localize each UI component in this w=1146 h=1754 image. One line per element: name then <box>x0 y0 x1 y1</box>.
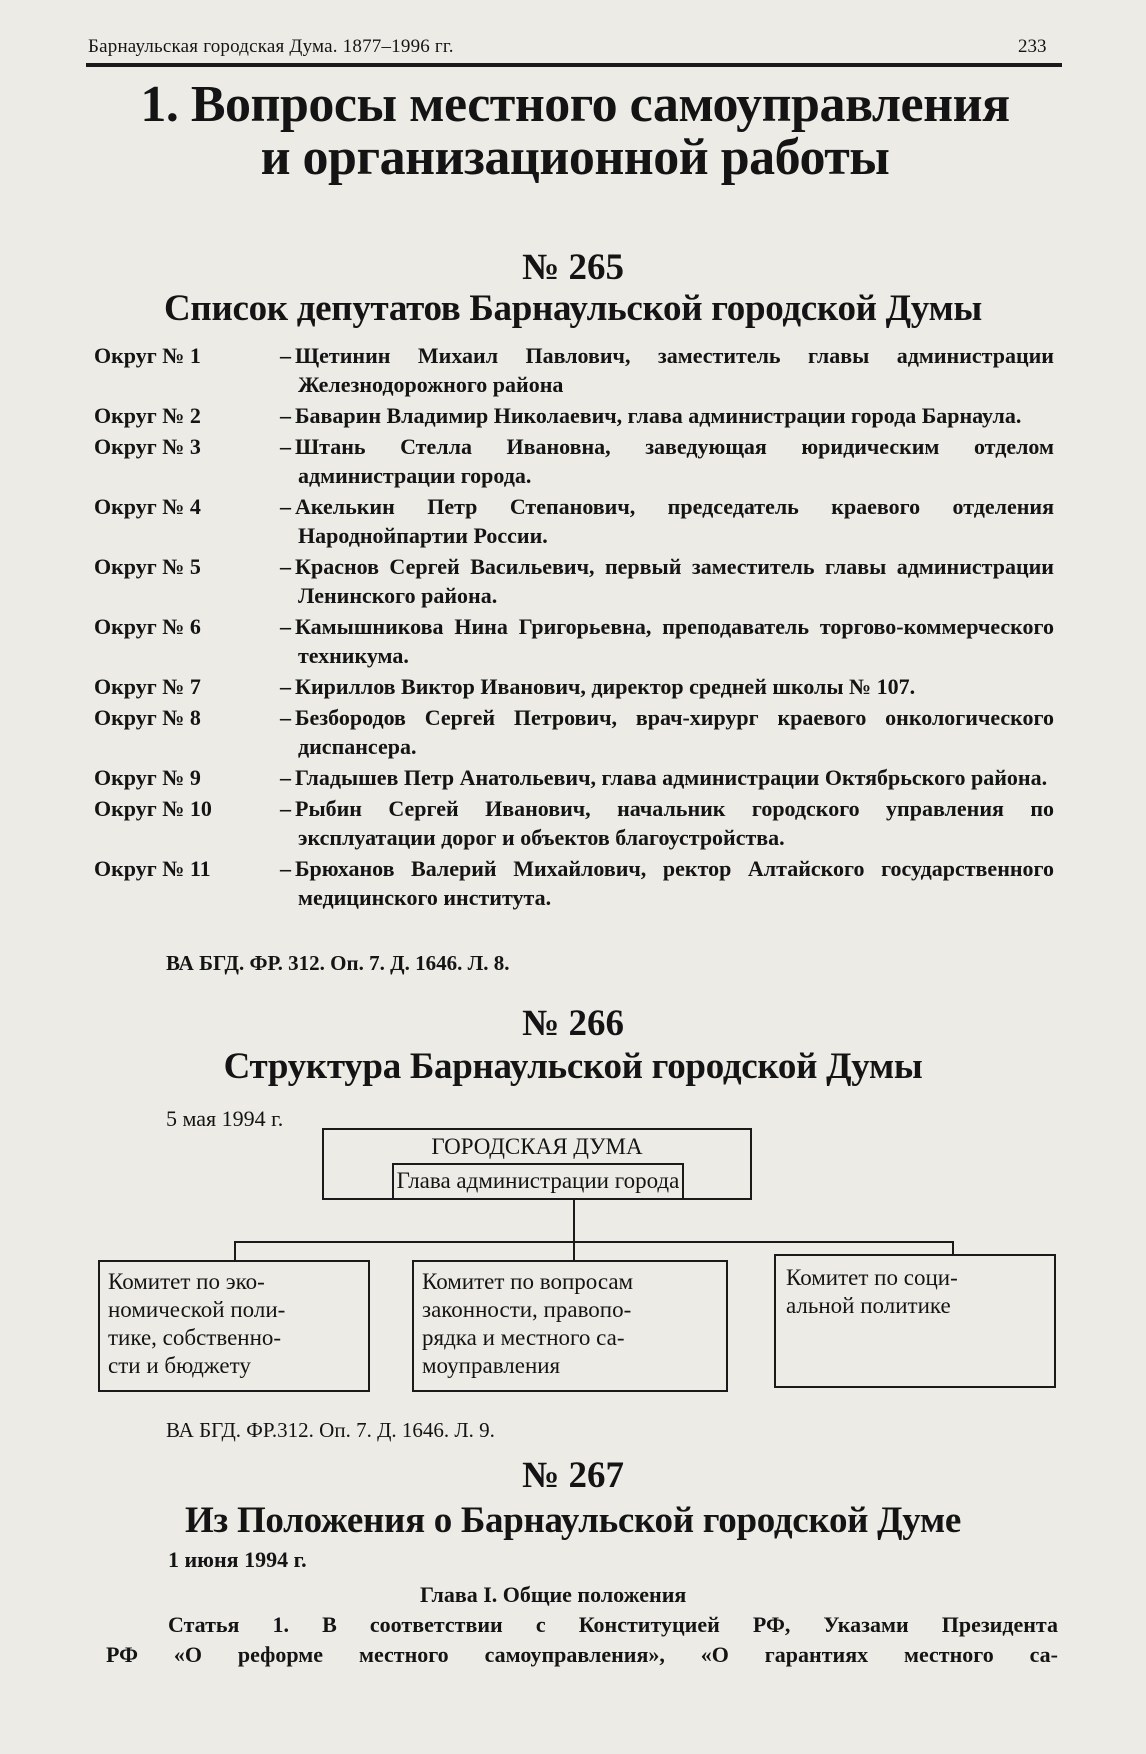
committee-box-legality <box>412 1260 728 1392</box>
org-connector-left <box>234 1241 236 1261</box>
committee-line: сти и бюджету <box>108 1353 251 1378</box>
district-label: Округ № 4 <box>94 494 201 519</box>
district-deputy: Безбородов Сергей Петрович, врач-хирург краевого онкологического диспансера. <box>295 705 1054 759</box>
district-row: Округ № 4 – Акелькин Петр Степанович, председатель краевого отделения Народнойпартии России. <box>94 494 1054 548</box>
district-row: Округ № 5 – Краснов Сергей Васильевич, первый заместитель главы администрации Ленинского района. <box>94 554 1054 608</box>
district-label: Округ № 11 <box>94 856 211 881</box>
committee-box-social <box>774 1254 1056 1388</box>
district-row: Округ № 9 – Гладышев Петр Анатольевич, глава администрации Октябрьского района. <box>94 765 1048 790</box>
district-label: Округ № 6 <box>94 614 201 639</box>
org-connector-middle <box>573 1241 575 1261</box>
district-row: Округ № 1 – Щетинин Михаил Павлович, заместитель главы администрации Железнодорожного района <box>94 343 1054 397</box>
article-paragraph <box>106 1610 1058 1670</box>
district-deputy: Баварин Владимир Николаевич, глава администрации города Барнаула. <box>295 403 1022 428</box>
section-title-line2: и организационной работы <box>260 129 890 186</box>
org-connector-vertical <box>573 1200 575 1242</box>
district-row: Округ № 8 – Безбородов Сергей Петрович, врач-хирург краевого онкологического диспансера. <box>94 705 1054 759</box>
district-row: Округ № 3 – Штань Стелла Ивановна, заведующая юридическим отделом администрации города. <box>94 434 1054 488</box>
committee-line: моуправления <box>422 1353 561 1378</box>
committee-line: тике, собственно- <box>108 1325 282 1350</box>
section-title-line1: 1. Вопросы местного самоуправления <box>140 76 1010 133</box>
org-connector-right <box>952 1241 954 1255</box>
committee-line: Комитет по вопросам <box>422 1269 634 1294</box>
district-label: Округ № 2 <box>94 403 201 428</box>
district-deputy: Камышникова Нина Григорьевна, преподаватель торгово-коммерческого техникума. <box>295 614 1054 668</box>
committee-box-economy <box>98 1260 370 1392</box>
district-row: Округ № 7 – Кириллов Виктор Иванович, директор средней школы № 107. <box>94 674 916 699</box>
district-label: Округ № 8 <box>94 705 201 730</box>
district-deputy: Щетинин Михаил Павлович, заместитель главы администрации Железнодорожного района <box>295 343 1054 397</box>
org-connector-horizontal <box>234 1241 954 1243</box>
committee-line: законности, правопо- <box>422 1297 632 1322</box>
doc-number-266: № 266 <box>522 1003 624 1044</box>
chapter-heading: Глава I. Общие положения <box>420 1582 687 1607</box>
district-deputy: Акелькин Петр Степанович, председатель краевого отделения Народнойпартии России. <box>295 494 1054 548</box>
committee-line: Комитет по эко- <box>108 1269 265 1294</box>
committee-line: рядка и местного са- <box>422 1325 625 1350</box>
district-label: Округ № 9 <box>94 765 201 790</box>
district-list <box>94 341 1054 914</box>
archive-reference-266: ВА БГД. ФР.312. Оп. 7. Д. 1646. Л. 9. <box>166 1418 495 1442</box>
district-deputy: Кириллов Виктор Иванович, директор средней школы № 107. <box>295 674 916 699</box>
running-head: Барнаульская городская Дума. 1877–1996 гг. <box>88 36 454 57</box>
district-label: Округ № 5 <box>94 554 201 579</box>
org-sub-label: Глава администрации города <box>396 1168 680 1193</box>
district-row: Округ № 6 – Камышникова Нина Григорьевна, преподаватель торгово-коммерческого техникума. <box>94 614 1054 668</box>
org-top-label: ГОРОДСКАЯ ДУМА <box>431 1134 643 1159</box>
district-row: Округ № 11 – Брюханов Валерий Михайлович, ректор Алтайского государственного медицинского института. <box>94 856 1054 910</box>
doc-title-265: Список депутатов Барнаульской городской Думы <box>164 288 982 329</box>
committee-line: Комитет по соци- <box>786 1265 958 1290</box>
org-inner-divider <box>392 1163 684 1165</box>
page-number: 233 <box>1018 36 1047 57</box>
document-date-267: 1 июня 1994 г. <box>168 1547 307 1572</box>
org-inner-right-edge <box>682 1163 684 1200</box>
committee-line: номической поли- <box>108 1297 286 1322</box>
district-row: Округ № 10 – Рыбин Сергей Иванович, начальник городского управления по эксплуатации дорог и объектов благоустройства. <box>94 796 1054 850</box>
doc-number-265: № 265 <box>522 247 624 288</box>
doc-title-266: Структура Барнаульской городской Думы <box>223 1046 923 1087</box>
district-deputy: Штань Стелла Ивановна, заведующая юридическим отделом администрации города. <box>295 434 1054 488</box>
district-label: Округ № 10 <box>94 796 212 821</box>
district-label: Округ № 7 <box>94 674 201 699</box>
district-label: Округ № 1 <box>94 343 201 368</box>
district-deputy: Брюханов Валерий Михайлович, ректор Алтайского государственного медицинского института. <box>295 856 1054 910</box>
article-line: Статья 1. В соответствии с Конституцией РФ, Указами Президента <box>168 1612 1058 1637</box>
document-date-266: 5 мая 1994 г. <box>166 1106 284 1131</box>
article-line: РФ «О реформе местного самоуправления», «О гарантиях местного са- <box>106 1642 1058 1667</box>
district-label: Округ № 3 <box>94 434 201 459</box>
district-row: Округ № 2 – Баварин Владимир Николаевич, глава администрации города Барнаула. <box>94 403 1022 428</box>
section-title <box>80 78 1070 184</box>
district-deputy: Краснов Сергей Васильевич, первый заместитель главы администрации Ленинского района. <box>295 554 1054 608</box>
doc-number-267: № 267 <box>522 1455 624 1496</box>
header-rule <box>86 63 1062 67</box>
archive-reference-265: ВА БГД. ФР. 312. Оп. 7. Д. 1646. Л. 8. <box>166 951 510 975</box>
doc-title-267: Из Положения о Барнаульской городской Думе <box>184 1500 962 1541</box>
district-deputy: Гладышев Петр Анатольевич, глава администрации Октябрьского района. <box>295 765 1048 790</box>
org-top-box <box>322 1128 752 1200</box>
committee-line: альной политике <box>786 1293 951 1318</box>
district-deputy: Рыбин Сергей Иванович, начальник городского управления по эксплуатации дорог и объектов благоустройства. <box>295 796 1054 850</box>
